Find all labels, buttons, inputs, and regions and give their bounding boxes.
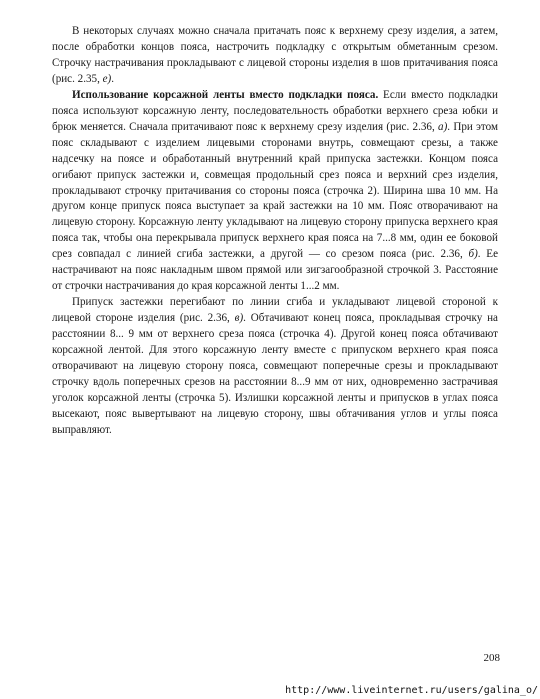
paragraph-1-tail: . — [111, 72, 115, 85]
paragraph-2-part-1: Если вместо подкладки пояса используют корсажную ленту, последовательность обработки верхнего среза юбки и брюк меняется. Сначала притачивают пояс к верхнему срезу изделия (рис. 2.36, — [52, 88, 498, 133]
paragraph-3-figure-ref-v: в) — [234, 312, 244, 325]
paragraph-3 — [52, 295, 498, 439]
paragraph-2-heading: Использование корсажной ленты вместо подкладки пояса. — [72, 88, 379, 101]
page-number: 208 — [483, 652, 500, 664]
paragraph-1-text: В некоторых случаях можно сначала притачать пояс к верхнему срезу изделия, а затем, после обработки концов пояса, настрочить подкладку с открытым обметанным срезом. Строчку настрачивания прокладывают с лицевой стороны изделия в шов притачивания пояса (рис. 2.35, — [52, 25, 498, 85]
paragraph-2-figure-ref-a: а) — [438, 120, 448, 133]
paragraph-3-part-1: Припуск застежки перегибают по линии сгиба и укладывают лицевой стороной к лицевой стороне изделия (рис. 2.36, — [52, 296, 498, 325]
paragraph-2-part-3: . При этом пояс складывают с изделием лицевыми сторонами внутрь, совмещают срезы, а также надсечку на поясе и обработанный внутренний край припуска застежки. Концом пояса огибают припуск застежки и, совмещая продольный срез пояса и верхний срез изделия, прокладывают строчку притачивания со стороны пояса (строчка 2). Ширина шва 10 мм. На другом конце припуск пояса выступает за край застежки на 10 мм. Пояс отворачивают на лицевую сторону. Корсажную ленту укладывают на лицевую сторону припуска верхнего края пояса так, чтобы она перекрывала припуск верхнего края пояса на 7...8 мм, один ее боковой срез совпадал с линией сгиба застежки, а другой — со срезом пояса (рис. 2.36, — [52, 120, 498, 261]
paragraph-2 — [52, 88, 498, 295]
document-page — [52, 24, 498, 439]
paragraph-2-part-5: . Ее настрачивают на пояс накладным швом прямой или зигзагообразной строчкой 3. Расстояние от строчки настрачивания до края корсажной ленты 1...2 мм. — [52, 248, 499, 293]
paragraph-1-figure-ref: е) — [102, 72, 112, 85]
paragraph-3-part-3: . Обтачивают конец пояса, прокладывая строчку на расстоянии 8... 9 мм от верхнего среза пояса (строчка 4). Другой конец пояса обтачивают корсажной лентой. Для этого корсажную ленту вместе с припуском верхнего края пояса отворачивают на лицевую сторону пояса, совмещают поперечные срезы и прокладывают строчку вдоль поперечных срезов на расстоянии 8...9 мм от них, одновременно застрачивая уголок корсажной ленты (строчка 5). Излишки корсажной ленты и припусков в углах пояса высекают, пояс вывертывают на лицевую сторону, швы обтачивания углов и углы пояса выправляют. — [52, 312, 498, 436]
watermark-url: http://www.liveinternet.ru/users/galina_o/ — [285, 685, 538, 696]
paragraph-1 — [52, 24, 498, 88]
paragraph-2-figure-ref-b: б) — [468, 248, 478, 261]
